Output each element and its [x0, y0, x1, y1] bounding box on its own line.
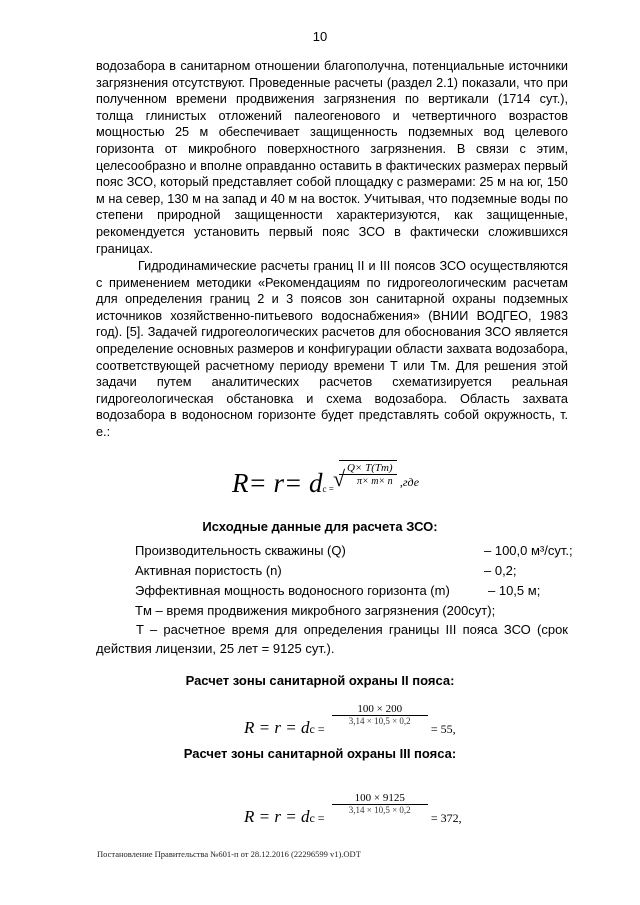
- formula-subscript: c =: [309, 722, 325, 736]
- formula-denominator: 3,14 × 10,5 × 0,2: [348, 805, 411, 815]
- formula-result: = 55,: [430, 722, 456, 736]
- paragraph-calc-time: T – расчетное время для определения границы III пояса ЗСО (срок действия лицензии, 25 лет = 9125 сут.).: [96, 622, 568, 656]
- formula-denominator: π× m× n: [356, 476, 393, 487]
- formula-lhs: R= r= d: [232, 468, 323, 498]
- formula-radical: [332, 460, 397, 491]
- sqrt-sign-icon: √: [332, 466, 346, 491]
- formula-result: = 372,: [430, 811, 462, 825]
- formula-subscript: c =: [309, 811, 325, 825]
- input-value: – 10,5 м;: [488, 583, 541, 598]
- input-value: – 0,2;: [484, 563, 517, 578]
- zone-2-formula: [244, 703, 456, 737]
- list-item: [135, 581, 575, 601]
- formula-denominator: 3,14 × 10,5 × 0,2: [348, 716, 411, 726]
- heading-zone-2: Расчет зоны санитарной охраны II пояса:: [185, 673, 455, 688]
- formula-lhs: R = r = d: [244, 807, 310, 826]
- capture-radius-formula: [232, 462, 420, 508]
- input-label: Эффективная мощность водоносного горизонта (m): [135, 583, 450, 598]
- input-label: Производительность скважины (Q): [135, 543, 346, 558]
- input-label: Активная пористость (n): [135, 563, 282, 578]
- formula-fraction: [332, 703, 428, 729]
- formula-numerator: Q× T(Tm): [339, 460, 397, 475]
- list-item: [135, 561, 575, 581]
- formula-fraction: [332, 792, 428, 818]
- list-item: [135, 601, 575, 621]
- input-label: Tм – время продвижения микробного загрязнения (200сут);: [135, 603, 496, 618]
- formula-lhs: R = r = d: [244, 718, 310, 737]
- paragraph-hydrodynamic-calc: Гидродинамические расчеты границ II и III поясов ЗСО осуществляются с применением методики «Рекомендациям по гидрогеологическим расчетам для определения границ 2 и 3 поясов зон санитарной охраны подземных источников хозяйственно-питьевого водоснабжения» (ВНИИ ВОДГЕО, 1983 год). [5]. Задачей гидрогеологических расчетов для обоснования ЗСО является определение основных размеров и конфигурации области захвата водозабора, соответствующей расчетному периоду времени T или Tм. Для решения этой задачи путем аналитических расчетов схематизируется реальная гидрогеологическая обстановка и схема водозабора. Область захвата водозабора в водоносном горизонте будет представлять собой окружность, т. е.:: [96, 259, 568, 439]
- formula-numerator: 100 × 200: [332, 703, 428, 716]
- formula-tail: ,где: [399, 475, 420, 489]
- input-data-list: [135, 541, 575, 621]
- list-item: [135, 541, 575, 561]
- heading-input-data: Исходные данные для расчета ЗСО:: [202, 519, 438, 534]
- page-number: 10: [312, 29, 328, 44]
- paragraph-sanitary-zone-1: водозабора в санитарном отношении благополучна, потенциальные источники загрязнения отсутствуют. Проведенные расчеты (раздел 2.1) показали, что при полученном времени продвижения загрязнения по вертикали (1714 сут.), толща глинистых отложений палеогенового и четвертичного возрастов мощностью 25 м обеспечивает защищенность подземных вод целевого горизонта от микробного поверхностного загрязнения. В связи с этим, целесообразно и вполне оправданно оставить в фактических размерах первый пояс ЗСО, который представляет собой площадку с размерами: 25 м на юг, 150 м на север, 130 м на запад и 40 м на восток. Учитывая, что подземные воды по степени природной защищенности характеризуются, как защищенные, рекомендуется установить первый пояс ЗСО в фактически сложившихся границах.: [96, 59, 568, 256]
- zone-3-formula: [244, 792, 462, 826]
- formula-numerator: 100 × 9125: [332, 792, 428, 805]
- input-value: – 100,0 м³/сут.;: [484, 543, 573, 558]
- formula-subscript: c =: [322, 484, 334, 494]
- document-footer: Постановление Правительства №601-п от 28.12.2016 (22296599 v1).ODT: [97, 849, 361, 859]
- heading-zone-3: Расчет зоны санитарной охраны III пояса:: [183, 746, 457, 761]
